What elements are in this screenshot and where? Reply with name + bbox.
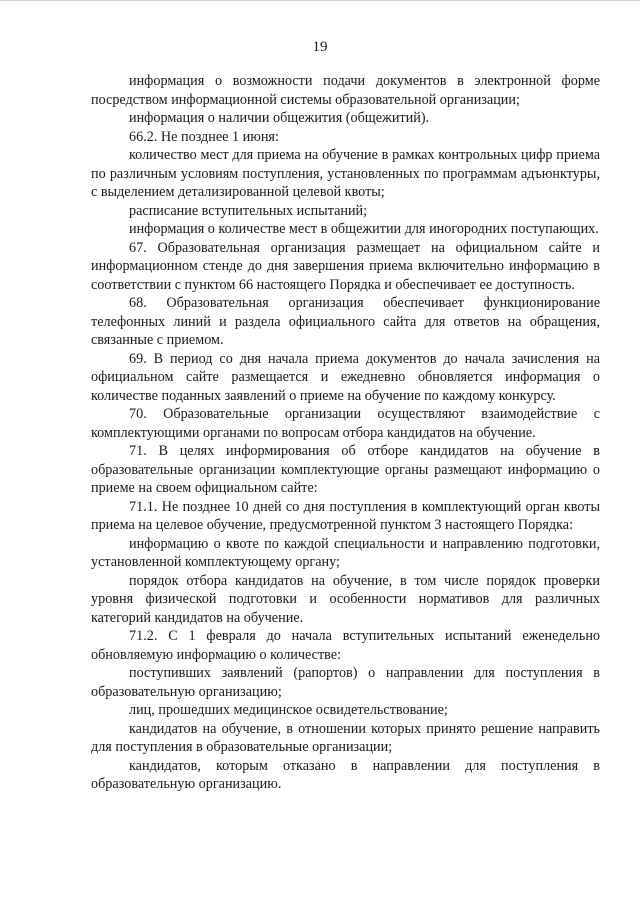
paragraph-71-1: 71.1. Не позднее 10 дней со дня поступления в комплектующий орган квоты приема на целевое обучение, предусмотренной пунктом 3 настоящего Порядка:	[91, 498, 600, 533]
paragraph-medical-examination: лиц, прошедших медицинское освидетельствование;	[129, 702, 448, 718]
paragraph-71-2: 71.2. С 1 февраля до начала вступительных испытаний еженедельно обновляемую информацию о количестве:	[91, 628, 600, 663]
page-number: 19	[312, 39, 328, 55]
paragraph-68: 68. Образовательная организация обеспечивает функционирование телефонных линий и раздела официального сайта для ответов на обращения, связанные с приемом.	[91, 295, 600, 348]
top-border-line	[0, 0, 640, 1]
paragraph-dormitory-places: информация о количестве мест в общежитии для иногородних поступающих.	[129, 221, 599, 237]
paragraph-quota-info: информацию о квоте по каждой специальности и направлению подготовки, установленной комплектующему органу;	[91, 535, 600, 570]
paragraph-71: 71. В целях информирования об отборе кандидатов на обучение в образовательные организации комплектующие органы размещают информацию о приеме на своем официальном сайте:	[91, 443, 600, 496]
paragraph-selection-procedure: порядок отбора кандидатов на обучение, в том числе порядок проверки уровня физической подготовки и особенности нормативов для различных категорий кандидатов на обучение.	[91, 572, 600, 626]
paragraph-electronic-submission: информация о возможности подачи документов в электронной форме посредством информационной системы образовательной организации;	[91, 73, 600, 108]
paragraph-dormitory-availability: информация о наличии общежития (общежитий).	[129, 110, 430, 126]
paragraph-candidates-refused: кандидатов, которым отказано в направлении для поступления в образовательную организацию.	[91, 757, 600, 792]
paragraph-69: 69. В период со дня начала приема документов до начала зачисления на официальном сайте размещается и ежедневно обновляется информация о количестве поданных заявлений о приеме на обучение по каждому конкурсу.	[91, 350, 600, 404]
paragraph-70: 70. Образовательные организации осуществляют взаимодействие с комплектующими органами по вопросам отбора кандидатов на обучение.	[91, 406, 600, 441]
paragraph-66-2-heading: 66.2. Не позднее 1 июня:	[129, 128, 279, 145]
document-body	[91, 72, 600, 794]
paragraph-67: 67. Образовательная организация размещает на официальном сайте и информационном стенде до дня завершения приема включительно информацию в соответствии с пунктом 66 настоящего Порядка и обеспечивает ее доступность.	[91, 239, 600, 293]
paragraph-applications-received: поступивших заявлений (рапортов) о направлении для поступления в образовательную организацию;	[91, 665, 600, 700]
paragraph-exam-schedule: расписание вступительных испытаний;	[129, 202, 368, 219]
paragraph-admission-places: количество мест для приема на обучение в рамках контрольных цифр приема по различным условиям поступления, установленных по программам адъюнктуры, с выделением детализированной целевой квоты;	[91, 147, 600, 200]
paragraph-candidates-directed: кандидатов на обучение, в отношении которых принято решение направить для поступления в образовательные организации;	[91, 720, 600, 755]
